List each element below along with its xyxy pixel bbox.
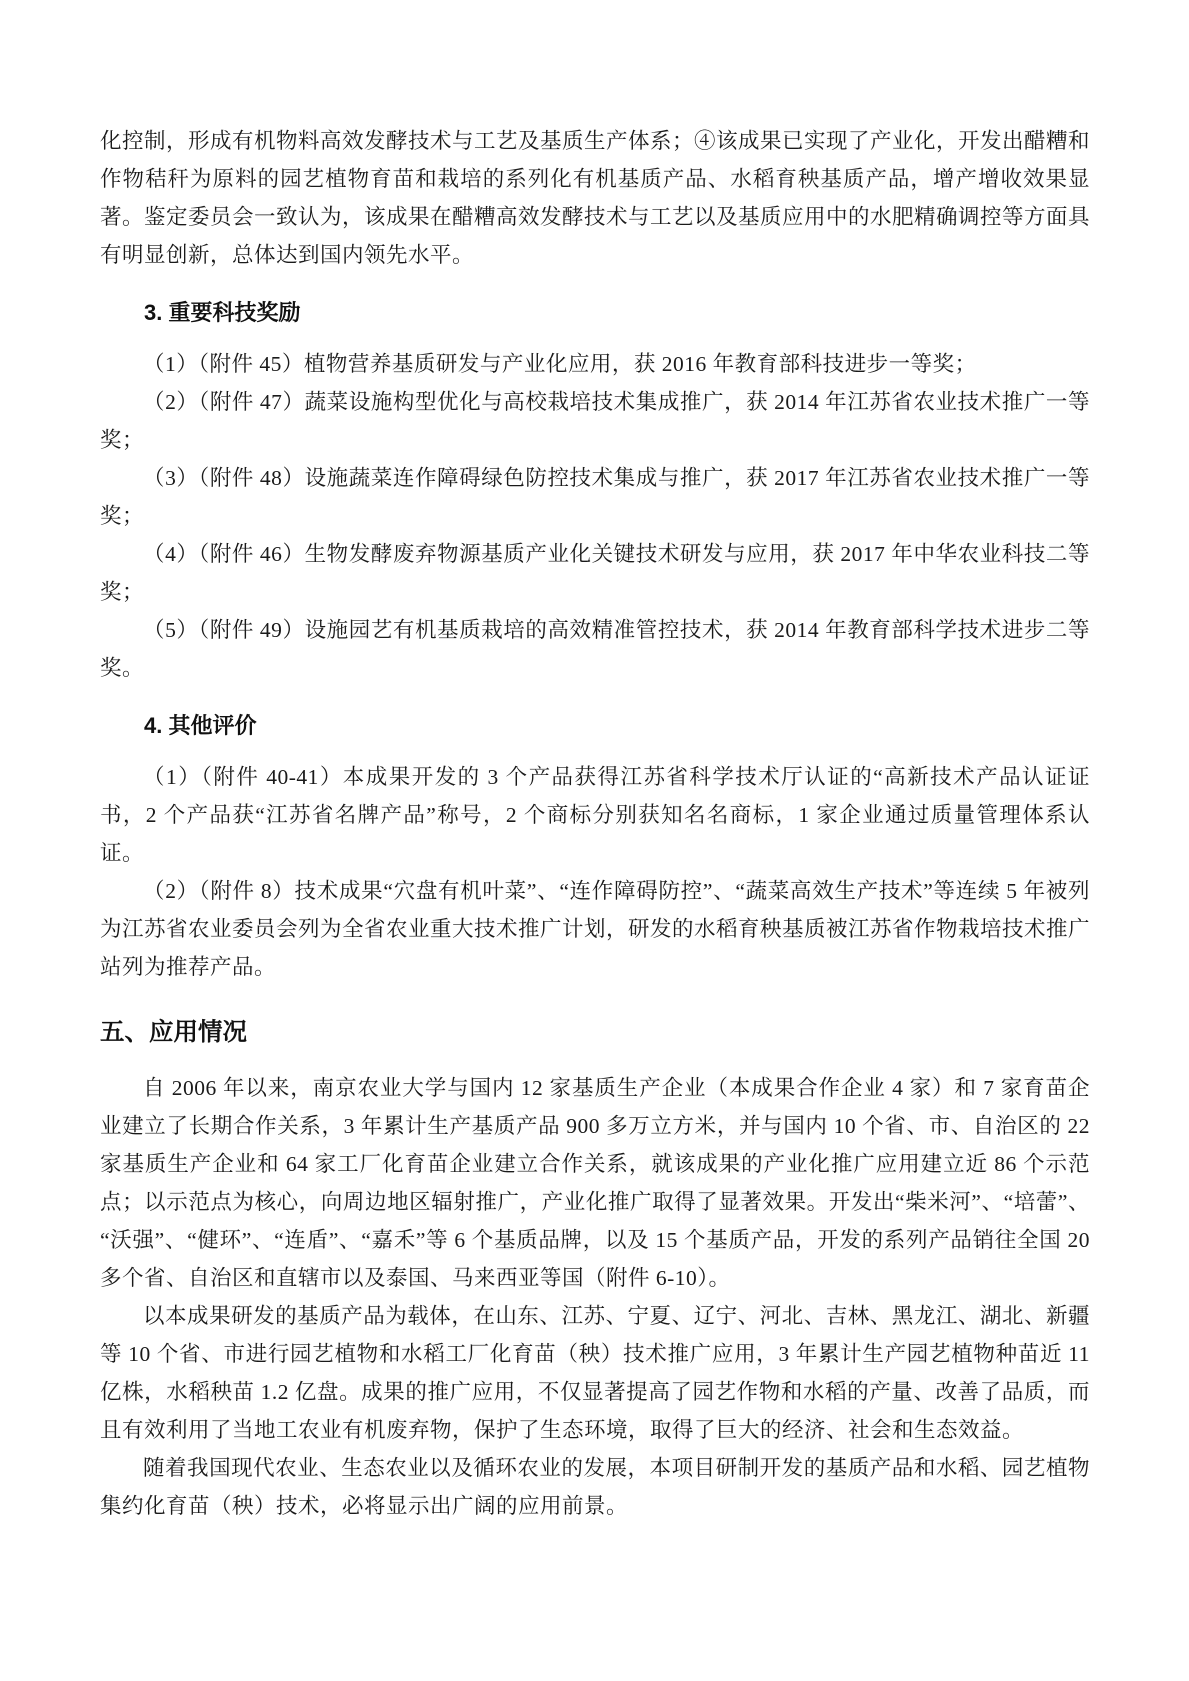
application-paragraph-3: 随着我国现代农业、生态农业以及循环农业的发展，本项目研制开发的基质产品和水稻、园艺植物集约化育苗（秧）技术，必将显示出广阔的应用前景。 — [100, 1456, 1090, 1518]
application-paragraph-2: 以本成果研发的基质产品为载体，在山东、江苏、宁夏、辽宁、河北、吉林、黑龙江、湖北、新疆等 10 个省、市进行园艺植物和水稻工厂化育苗（秧）技术推广应用，3 年累计生产园艺植物种苗近 11 亿株，水稻秧苗 1.2 亿盘。成果的推广应用，不仅显著提高了园艺作物和水稻的产量、改善了品质，而且有效利用了当地工农业有机废弃物，保护了生态环境，取得了巨大的经济、社会和生态效益。 — [100, 1304, 1090, 1442]
award-item-4: （4）（附件 46）生物发酵废弃物源基质产业化关键技术研发与应用，获 2017 年中华农业科技二等奖； — [100, 542, 1090, 604]
award-item-5: （5）（附件 49）设施园艺有机基质栽培的高效精准管控技术，获 2014 年教育部科学技术进步二等奖。 — [100, 618, 1090, 680]
evaluation-item-1: （1）（附件 40-41）本成果开发的 3 个产品获得江苏省科学技术厅认证的“高新技术产品认证证书，2 个产品获“江苏省名牌产品”称号，2 个商标分别获知名名商标，1 家企业通过质量管理体系认证。 — [100, 765, 1090, 865]
section4-heading: 4. 其他评价 — [144, 713, 257, 738]
award-item-1: （1）（附件 45）植物营养基质研发与产业化应用，获 2016 年教育部科技进步一等奖； — [143, 352, 977, 376]
award-item-3: （3）（附件 48）设施蔬菜连作障碍绿色防控技术集成与推广，获 2017 年江苏省农业技术推广一等奖； — [100, 466, 1090, 528]
intro-continuation-paragraph: 化控制，形成有机物料高效发酵技术与工艺及基质生产体系；④该成果已实现了产业化，开发出醋糟和作物秸秆为原料的园艺植物育苗和栽培的系列化有机基质产品、水稻育秧基质产品，增产增收效果显著。鉴定委员会一致认为，该成果在醋糟高效发酵技术与工艺以及基质应用中的水肥精确调控等方面具有明显创新，总体达到国内领先水平。 — [100, 129, 1091, 267]
application-paragraph-1: 自 2006 年以来，南京农业大学与国内 12 家基质生产企业（本成果合作企业 4 家）和 7 家育苗企业建立了长期合作关系，3 年累计生产基质产品 900 多万立方米，并与国内 10 个省、市、自治区的 22 家基质生产企业和 64 家工厂化育苗企业建立合作关系，就该成果的产业化推广应用建立近 86 个示范点；以示范点为核心，向周边地区辐射推广，产业化推广取得了显著效果。开发出“柴米河”、“培蕾”、“沃强”、“健环”、“连盾”、“嘉禾”等 6 个基质品牌，以及 15 个基质产品，开发的系列产品销往全国 20 多个省、自治区和直辖市以及泰国、马来西亚等国（附件 6-10）。 — [100, 1076, 1090, 1290]
award-item-2: （2）（附件 47）蔬菜设施构型优化与高校栽培技术集成推广，获 2014 年江苏省农业技术推广一等奖； — [100, 390, 1090, 452]
section5-heading: 五、应用情况 — [100, 1019, 247, 1046]
page-content — [100, 122, 1090, 1525]
evaluation-item-2: （2）（附件 8）技术成果“穴盘有机叶菜”、“连作障碍防控”、“蔬菜高效生产技术”等连续 5 年被列为江苏省农业委员会列为全省农业重大技术推广计划，研发的水稻育秧基质被江苏省作物栽培技术推广站列为推荐产品。 — [100, 879, 1091, 979]
section3-heading: 3. 重要科技奖励 — [144, 300, 301, 325]
